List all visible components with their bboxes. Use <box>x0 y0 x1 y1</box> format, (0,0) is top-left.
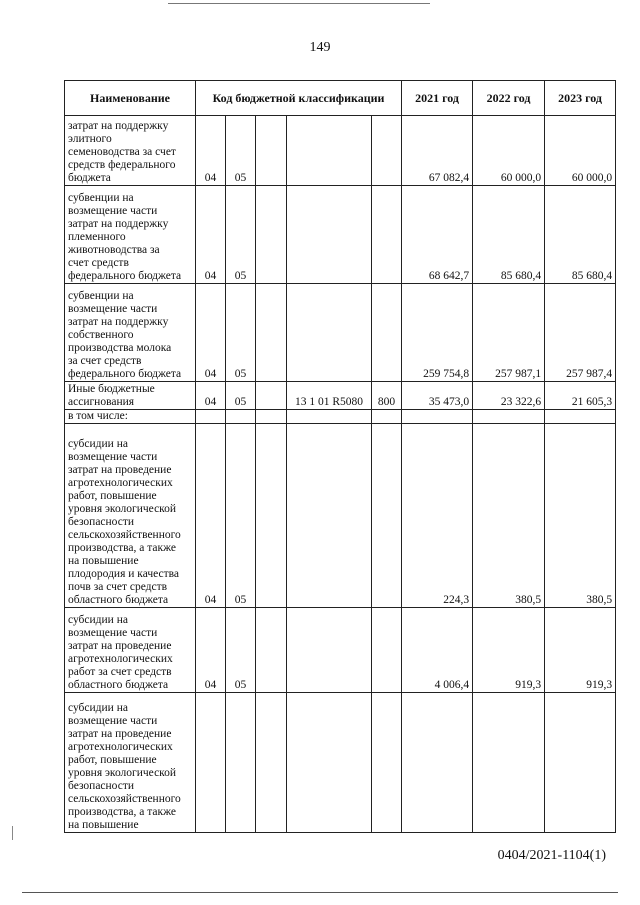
table-cell-name: субсидии на возмещение части затрат на проведение агротехнологических работ за счет средств областного бюджета <box>65 608 196 693</box>
table-cell-2022: 23 322,6 <box>473 382 545 410</box>
table-row <box>65 186 616 284</box>
table-cell-empty <box>256 693 287 833</box>
table-cell-2021: 35 473,0 <box>402 382 473 410</box>
table-cell-empty <box>256 116 287 186</box>
table-cell-expense-type <box>372 424 402 608</box>
table-cell-section <box>196 410 226 424</box>
table-cell-subsection: 05 <box>226 382 256 410</box>
table-cell-2021: 67 082,4 <box>402 116 473 186</box>
table-cell-subsection: 05 <box>226 284 256 382</box>
table-cell-empty <box>256 424 287 608</box>
table-cell-2022: 257 987,1 <box>473 284 545 382</box>
table-cell-section: 04 <box>196 116 226 186</box>
table-cell-2023: 21 605,3 <box>545 382 616 410</box>
table-cell-target-code <box>287 424 372 608</box>
table-row <box>65 410 616 424</box>
table-cell-2021: 224,3 <box>402 424 473 608</box>
header-name: Наименование <box>65 81 196 116</box>
table-row <box>65 382 616 410</box>
table-cell-empty <box>256 186 287 284</box>
table-cell-name: субвенции на возмещение части затрат на поддержку племенного животноводства за счет средств федерального бюджета <box>65 186 196 284</box>
table-cell-target-code: 13 1 01 R5080 <box>287 382 372 410</box>
table-cell-target-code <box>287 116 372 186</box>
table-cell-2023: 380,5 <box>545 424 616 608</box>
table-cell-2023: 257 987,4 <box>545 284 616 382</box>
table-cell-name: субвенции на возмещение части затрат на поддержку собственного производства молока за счет средств федерального бюджета <box>65 284 196 382</box>
table-cell-name: в том числе: <box>65 410 196 424</box>
table-header-row <box>65 81 616 116</box>
table-cell-subsection <box>226 693 256 833</box>
table-cell-2023: 919,3 <box>545 608 616 693</box>
table-cell-2023 <box>545 693 616 833</box>
margin-mark <box>12 826 13 840</box>
table-cell-target-code <box>287 693 372 833</box>
table-cell-expense-type: 800 <box>372 382 402 410</box>
header-2022: 2022 год <box>473 81 545 116</box>
page-number: 149 <box>309 40 331 55</box>
table-cell-section: 04 <box>196 424 226 608</box>
top-rule <box>168 3 430 4</box>
table-cell-section <box>196 693 226 833</box>
table-cell-target-code <box>287 284 372 382</box>
table-cell-name: Иные бюджетные ассигнования <box>65 382 196 410</box>
table-cell-subsection: 05 <box>226 186 256 284</box>
table-cell-name: субсидии на возмещение части затрат на проведение агротехнологических работ, повышение уровня экологической безопасности сельскохозяйственного производства, а также на повышение <box>65 693 196 833</box>
table-cell-2023 <box>545 410 616 424</box>
table-cell-2023: 60 000,0 <box>545 116 616 186</box>
table-cell-expense-type <box>372 116 402 186</box>
table-cell-2022: 380,5 <box>473 424 545 608</box>
table-cell-2021: 259 754,8 <box>402 284 473 382</box>
table-cell-section: 04 <box>196 608 226 693</box>
table-cell-target-code <box>287 186 372 284</box>
table-cell-2021 <box>402 410 473 424</box>
table-cell-empty <box>256 284 287 382</box>
table-cell-subsection: 05 <box>226 116 256 186</box>
table-cell-2021 <box>402 693 473 833</box>
table-cell-name: субсидии на возмещение части затрат на проведение агротехнологических работ, повышение уровня экологической безопасности сельскохозяйственного производства, а также на повышение плодородия и качества почв за счет средств областного бюджета <box>65 424 196 608</box>
footer-code: 0404/2021-1104(1) <box>497 848 606 863</box>
table-cell-expense-type <box>372 410 402 424</box>
table-cell-expense-type <box>372 693 402 833</box>
table-cell-2022 <box>473 693 545 833</box>
table-cell-2022 <box>473 410 545 424</box>
table-row <box>65 284 616 382</box>
table-cell-empty <box>256 608 287 693</box>
table-cell-2022: 85 680,4 <box>473 186 545 284</box>
table-cell-expense-type <box>372 284 402 382</box>
table-row <box>65 693 616 833</box>
budget-table <box>64 80 616 833</box>
table-cell-2021: 4 006,4 <box>402 608 473 693</box>
table-row <box>65 116 616 186</box>
table-cell-subsection: 05 <box>226 424 256 608</box>
table-cell-2023: 85 680,4 <box>545 186 616 284</box>
header-2021: 2021 год <box>402 81 473 116</box>
table-cell-target-code <box>287 608 372 693</box>
table-cell-section: 04 <box>196 186 226 284</box>
table-cell-expense-type <box>372 608 402 693</box>
table-cell-2022: 60 000,0 <box>473 116 545 186</box>
table-cell-empty <box>256 382 287 410</box>
table-cell-subsection: 05 <box>226 608 256 693</box>
header-2023: 2023 год <box>545 81 616 116</box>
table-cell-2022: 919,3 <box>473 608 545 693</box>
table-cell-expense-type <box>372 186 402 284</box>
table-cell-empty <box>256 410 287 424</box>
table-row <box>65 608 616 693</box>
header-code: Код бюджетной классификации <box>196 81 402 116</box>
bottom-rule <box>22 892 618 893</box>
table-cell-section: 04 <box>196 284 226 382</box>
table-row <box>65 424 616 608</box>
table-cell-2021: 68 642,7 <box>402 186 473 284</box>
table-cell-section: 04 <box>196 382 226 410</box>
table-cell-name: затрат на поддержку элитного семеноводства за счет средств федерального бюджета <box>65 116 196 186</box>
table-cell-target-code <box>287 410 372 424</box>
table-cell-subsection <box>226 410 256 424</box>
